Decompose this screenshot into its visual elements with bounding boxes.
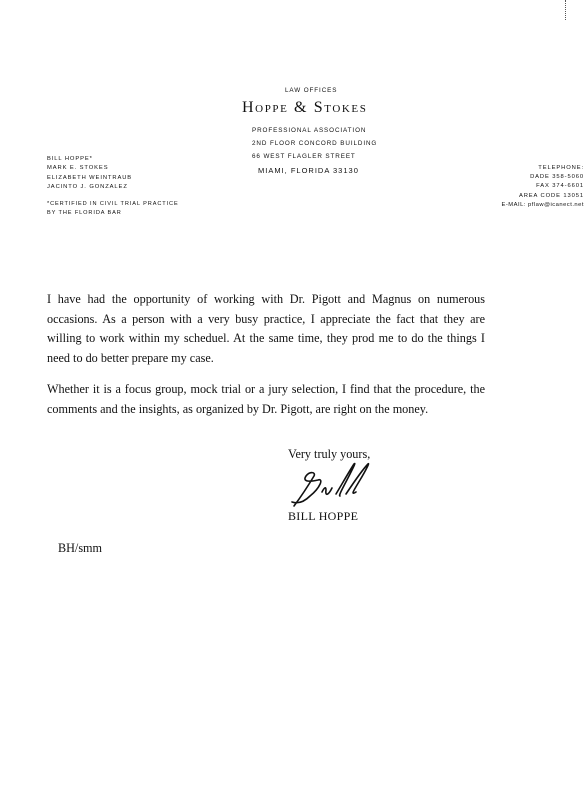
telephone-label: TELEPHONE: xyxy=(538,165,584,171)
law-offices-label: LAW OFFICES xyxy=(285,87,338,94)
typist-initials: BH/smm xyxy=(58,541,103,555)
closing-salutation: Very truly yours, xyxy=(288,447,371,461)
dade-phone: DADE 358-5060 xyxy=(530,174,584,181)
email-address: E-MAIL: pflaw@icanect.net xyxy=(501,201,584,208)
scan-edge-mark xyxy=(564,0,566,20)
certification-note xyxy=(47,202,179,219)
attorney-name: BILL HOPPE* xyxy=(47,156,93,162)
attorney-name: ELIZABETH WEINTRAUB xyxy=(47,174,133,181)
attorney-name: JACINTO J. GONZALEZ xyxy=(47,184,128,191)
body-paragraph-2: Whether it is a focus group, mock trial or a jury selection, I find that the procedure, the comments and the insights, as organized by Dr. Pigott, are right on the money. xyxy=(47,382,485,416)
area-code: AREA CODE 13051 xyxy=(518,192,584,199)
handwritten-signature xyxy=(280,458,380,512)
certification-line-1: *CERTIFIED IN CIVIL TRIAL PRACTICE xyxy=(47,201,179,207)
address-line-1: 2ND FLOOR CONCORD BUILDING xyxy=(252,140,378,147)
address-city: MIAMI, FLORIDA 33130 xyxy=(258,166,359,175)
contact-block xyxy=(501,166,584,212)
address-line-2: 66 WEST FLAGLER STREET xyxy=(252,153,356,160)
attorney-list xyxy=(47,157,132,195)
signer-name: BILL HOPPE xyxy=(288,509,359,523)
firm-name: Hoppe & Stokes xyxy=(242,99,368,116)
fax-number: FAX 374-6601 xyxy=(536,183,584,190)
certification-line-2: BY THE FLORIDA BAR xyxy=(47,209,122,216)
body-paragraph-1: I have had the opportunity of working with Dr. Pigott and Magnus on numerous occasions. As a person with a very busy practice, I appreciate the fact that they are willing to work within my scheduel. At the same time, they prod me to do the things I need to do better prepare my case. xyxy=(47,292,485,365)
attorney-name: MARK E. STOKES xyxy=(47,165,109,172)
letter-body xyxy=(47,290,485,431)
association-line: PROFESSIONAL ASSOCIATION xyxy=(252,127,367,134)
